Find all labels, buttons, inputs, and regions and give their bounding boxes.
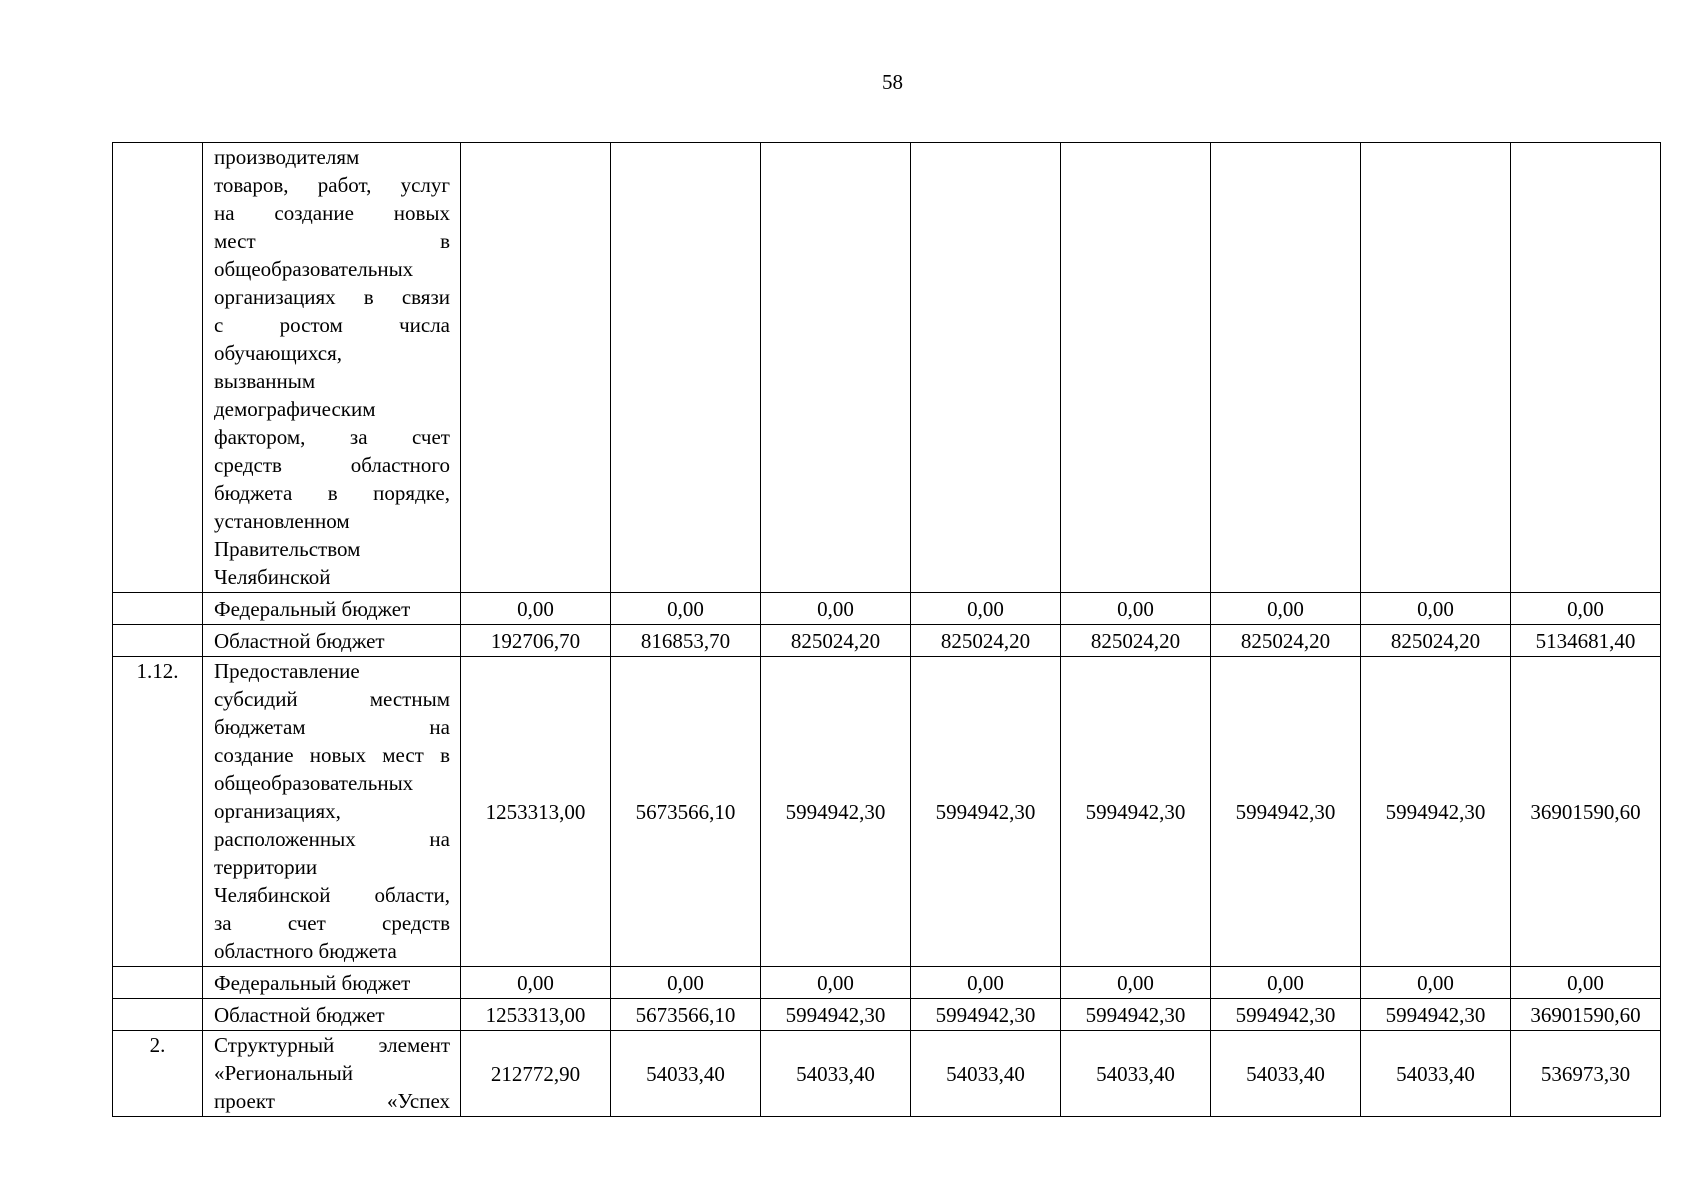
value-cell: 0,00 <box>1211 967 1361 999</box>
value-cell <box>461 143 611 593</box>
value-cell: 54033,40 <box>611 1031 761 1117</box>
table-row <box>113 967 1661 999</box>
desc-line: общеобразовательных <box>214 257 414 281</box>
value-cell: 0,00 <box>911 593 1061 625</box>
value-cell: 0,00 <box>761 967 911 999</box>
value-cell: 0,00 <box>1511 593 1661 625</box>
value-cell: 5994942,30 <box>1361 999 1511 1031</box>
desc-line: за счет средств <box>214 911 450 935</box>
desc-line: территории <box>214 855 318 879</box>
value-cell: 816853,70 <box>611 625 761 657</box>
value-cell: 0,00 <box>911 967 1061 999</box>
value-cell: 0,00 <box>761 593 911 625</box>
value-cell: 536973,30 <box>1511 1031 1661 1117</box>
row-number-cell: 2. <box>113 1031 203 1117</box>
desc-line: расположенных на <box>214 827 450 851</box>
value-cell: 825024,20 <box>1061 625 1211 657</box>
desc-line: Правительством <box>214 537 361 561</box>
value-cell: 54033,40 <box>1211 1031 1361 1117</box>
desc-line: Челябинской области, <box>214 883 450 907</box>
value-cell: 5994942,30 <box>911 657 1061 967</box>
row-number-cell <box>113 593 203 625</box>
value-cell: 0,00 <box>611 593 761 625</box>
row-number-cell <box>113 999 203 1031</box>
desc-line: общеобразовательных <box>214 771 414 795</box>
desc-line: средств областного <box>214 453 450 477</box>
value-cell: 5673566,10 <box>611 657 761 967</box>
row-description-cell <box>203 1031 461 1117</box>
value-cell: 825024,20 <box>761 625 911 657</box>
desc-line: мест в <box>214 229 450 253</box>
value-cell: 5994942,30 <box>761 657 911 967</box>
row-label-cell: Областной бюджет <box>203 625 461 657</box>
value-cell: 5994942,30 <box>911 999 1061 1031</box>
value-cell: 5994942,30 <box>1361 657 1511 967</box>
value-cell: 54033,40 <box>1061 1031 1211 1117</box>
value-cell <box>911 143 1061 593</box>
value-cell <box>1361 143 1511 593</box>
desc-line: обучающихся, <box>214 341 342 365</box>
value-cell: 54033,40 <box>1361 1031 1511 1117</box>
desc-line: товаров, работ, услуг <box>214 173 450 197</box>
value-cell <box>761 143 911 593</box>
desc-line: создание новых мест в <box>214 743 450 767</box>
table-row <box>113 593 1661 625</box>
row-number-cell: 1.12. <box>113 657 203 967</box>
value-cell <box>611 143 761 593</box>
value-cell: 0,00 <box>1361 967 1511 999</box>
value-cell: 5994942,30 <box>1211 999 1361 1031</box>
desc-line: организациях в связи <box>214 285 450 309</box>
desc-line: с ростом числа <box>214 313 450 337</box>
desc-line: Челябинской <box>214 565 331 589</box>
table-row <box>113 999 1661 1031</box>
table-row <box>113 657 1661 967</box>
value-cell: 1253313,00 <box>461 657 611 967</box>
desc-line: вызванным <box>214 369 316 393</box>
value-cell: 0,00 <box>461 967 611 999</box>
desc-line: демографическим <box>214 397 376 421</box>
value-cell: 0,00 <box>1211 593 1361 625</box>
table-row <box>113 1031 1661 1117</box>
desc-line: «Региональный <box>214 1061 353 1085</box>
value-cell: 5134681,40 <box>1511 625 1661 657</box>
value-cell: 825024,20 <box>1361 625 1511 657</box>
value-cell: 5673566,10 <box>611 999 761 1031</box>
budget-table <box>112 142 1661 1117</box>
desc-line: субсидий местным <box>214 687 450 711</box>
value-cell: 5994942,30 <box>1061 999 1211 1031</box>
row-label-cell: Федеральный бюджет <box>203 967 461 999</box>
desc-line: Предоставление <box>214 659 360 683</box>
page-number: 58 <box>882 70 903 94</box>
value-cell: 0,00 <box>1361 593 1511 625</box>
value-cell: 0,00 <box>461 593 611 625</box>
value-cell: 212772,90 <box>461 1031 611 1117</box>
value-cell: 36901590,60 <box>1511 999 1661 1031</box>
row-description-cell <box>203 657 461 967</box>
value-cell: 36901590,60 <box>1511 657 1661 967</box>
row-label-cell: Областной бюджет <box>203 999 461 1031</box>
value-cell: 5994942,30 <box>761 999 911 1031</box>
table-row <box>113 143 1661 593</box>
desc-line: установленном <box>214 509 350 533</box>
value-cell <box>1061 143 1211 593</box>
value-cell: 54033,40 <box>911 1031 1061 1117</box>
value-cell: 5994942,30 <box>1211 657 1361 967</box>
value-cell: 825024,20 <box>911 625 1061 657</box>
row-number-cell <box>113 967 203 999</box>
row-number-cell <box>113 143 203 593</box>
row-description-cell <box>203 143 461 593</box>
desc-line: производителям <box>214 145 360 169</box>
desc-line: организациях, <box>214 799 341 823</box>
desc-line: областного бюджета <box>214 939 397 963</box>
desc-line: фактором, за счет <box>214 425 450 449</box>
desc-line: бюджетам на <box>214 715 450 739</box>
desc-line: Структурный элемент <box>214 1033 450 1057</box>
value-cell <box>1211 143 1361 593</box>
table-row <box>113 625 1661 657</box>
value-cell: 0,00 <box>611 967 761 999</box>
row-label-cell: Федеральный бюджет <box>203 593 461 625</box>
value-cell: 1253313,00 <box>461 999 611 1031</box>
desc-line: проект «Успех <box>214 1089 450 1113</box>
value-cell <box>1511 143 1661 593</box>
desc-line: на создание новых <box>214 201 450 225</box>
value-cell: 0,00 <box>1511 967 1661 999</box>
value-cell: 54033,40 <box>761 1031 911 1117</box>
value-cell: 0,00 <box>1061 593 1211 625</box>
value-cell: 192706,70 <box>461 625 611 657</box>
row-number-cell <box>113 625 203 657</box>
desc-line: бюджета в порядке, <box>214 481 450 505</box>
value-cell: 825024,20 <box>1211 625 1361 657</box>
value-cell: 5994942,30 <box>1061 657 1211 967</box>
value-cell: 0,00 <box>1061 967 1211 999</box>
